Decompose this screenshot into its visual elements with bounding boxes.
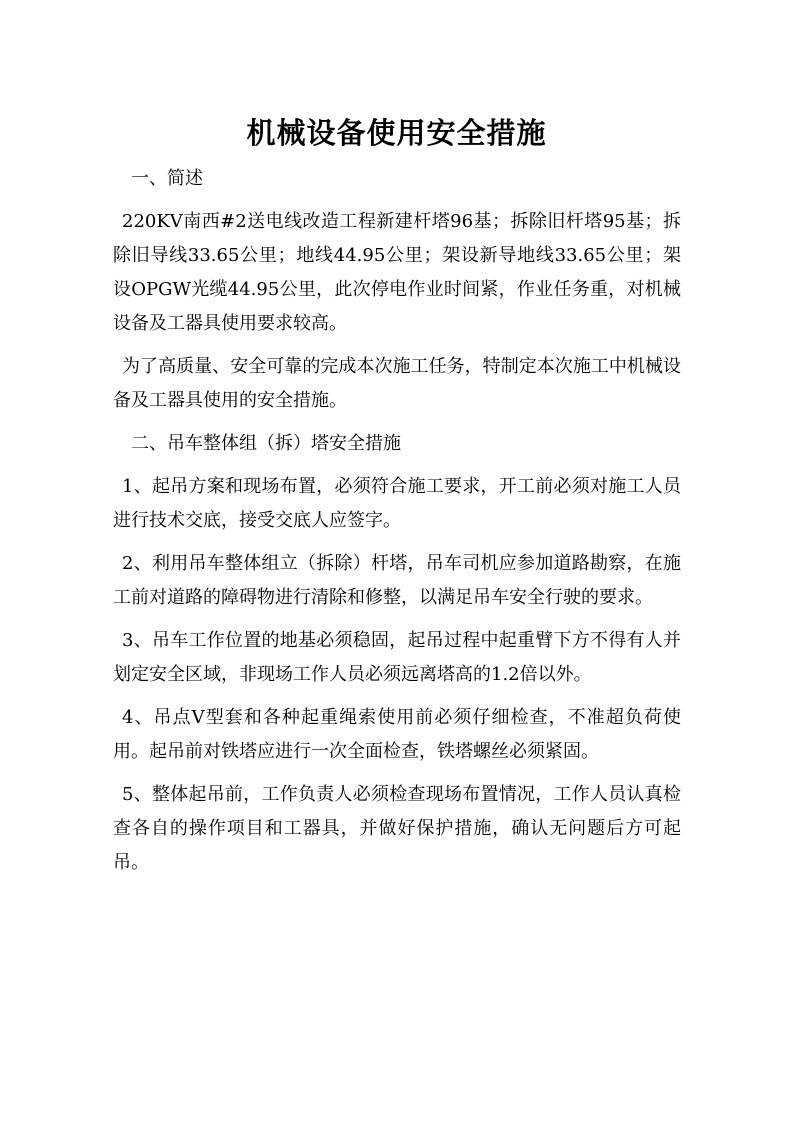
paragraph-item-1: 1、起吊方案和现场布置，必须符合施工要求，开工前必须对施工人员进行技术交底，接受交底人应签字。	[113, 476, 681, 531]
section-heading-overview: 一、简述	[131, 168, 203, 189]
paragraph-item-4: 4、吊点V型套和各种起重绳索使用前必须仔细检查，不准超负荷使用。起吊前对铁塔应进行一次全面检查，铁塔螺丝必须紧固。	[113, 707, 681, 762]
paragraph-project-scope: 220KV南西#2送电线改造工程新建杆塔96基；拆除旧杆塔95基；拆除旧导线33.65公里；地线44.95公里；架设新导地线33.65公里；架设OPGW光缆44.95公里，此次停电作业时间紧，作业任务重，对机械设备及工器具使用要求较高。	[113, 211, 681, 334]
paragraph-purpose: 为了高质量、安全可靠的完成本次施工任务，特制定本次施工中机械设备及工器具使用的安全措施。	[113, 356, 681, 411]
section-heading-crane-measures: 二、吊车整体组（拆）塔安全措施	[131, 433, 401, 454]
paragraph-item-2: 2、利用吊车整体组立（拆除）杆塔，吊车司机应参加道路勘察，在施工前对道路的障碍物进行清除和修整，以满足吊车安全行驶的要求。	[113, 553, 681, 608]
document-title: 机械设备使用安全措施	[246, 116, 547, 151]
document-body	[113, 162, 681, 889]
paragraph-item-5: 5、整体起吊前，工作负责人必须检查现场布置情况，工作人员认真检查各自的操作项目和工器具，并做好保护措施，确认无问题后方可起吊。	[113, 784, 681, 873]
paragraph-item-3: 3、吊车工作位置的地基必须稳固，起吊过程中起重臂下方不得有人并划定安全区域，非现场工作人员必须远离塔高的1.2倍以外。	[113, 630, 681, 685]
